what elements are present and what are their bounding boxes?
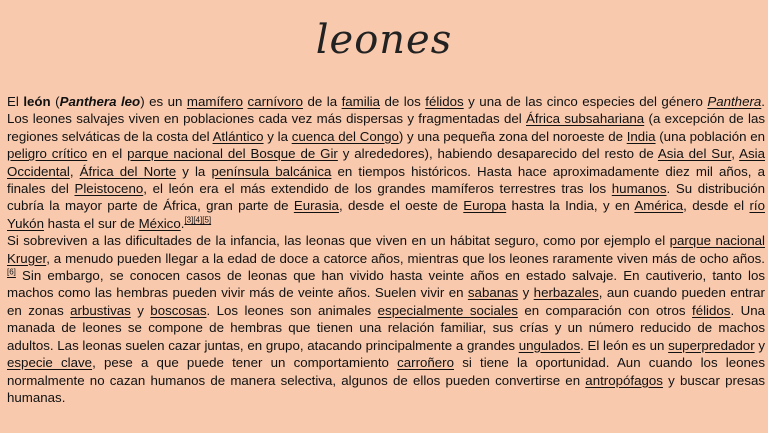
text: y alrededores), habiendo desaparecido del resto de [337, 146, 658, 162]
link-peligro-critico[interactable]: peligro crítico [7, 146, 88, 162]
text: si tiene la oportunidad. Aun cuando los leones normalmente no cazan humanos de manera selectiva, algunos de ellos pueden convertirse en [7, 355, 765, 388]
text: hasta el sur de [43, 215, 139, 231]
text: . Una manada de leones se compone de hembras que tienen una relación familiar, sus crías y un número reducido de machos adultos. Las leonas suelen cazar juntas, en grupo, atacando principalmente a grandes [7, 302, 765, 353]
text: . Los leones salvajes viven en poblaciones cada vez más dispersas y fragmentadas del [7, 94, 765, 127]
text: , desde el oeste de [338, 198, 464, 214]
link-antropofagos[interactable]: antropófagos [585, 372, 663, 388]
text: . Su distribución cubría la mayor parte de África, gran parte de [7, 181, 765, 214]
text: Si sobreviven a las dificultades de la infancia, las leonas que viven en un hábitat seguro, como por ejemplo el [7, 233, 670, 249]
text: , [69, 163, 80, 179]
text: y buscar presas humanas. [7, 372, 765, 405]
link-mamifero[interactable]: mamífero [186, 94, 244, 109]
text: El [7, 94, 24, 109]
text: , a menudo pueden llegar a la edad de doce a catorce años, mientras que los leones raramente viven más de ocho años. [46, 250, 765, 266]
link-africa-subsahariana[interactable]: África subsahariana [526, 111, 645, 127]
link-superpredador[interactable]: superpredador [668, 337, 755, 353]
text: , desde el [683, 198, 750, 214]
bold-term-leon: león [23, 94, 51, 109]
link-america[interactable]: América [634, 198, 684, 214]
link-peninsula-balcanica[interactable]: península balcánica [211, 163, 332, 179]
text: y [130, 302, 151, 318]
link-eurasia[interactable]: Eurasia [293, 198, 339, 214]
link-carronero[interactable]: carroñero [397, 355, 455, 371]
text: ( [50, 94, 60, 109]
text: . El león es un [580, 337, 669, 353]
scientific-name: Panthera leo [59, 94, 141, 109]
link-especialmente-sociales[interactable]: especialmente sociales [377, 302, 518, 318]
text: en tiempos históricos. Hasta hace aproximadamente diez mil años, a finales del [7, 163, 766, 197]
text: ) y una pequeña zona del noroeste de [398, 128, 627, 144]
text: , pese a que puede tener un comportamiento [92, 355, 398, 371]
reference-link[interactable]: [3][4][5] [184, 215, 212, 225]
paragraph-intro [7, 93, 765, 232]
link-europa[interactable]: Europa [463, 198, 507, 214]
text: . [180, 215, 185, 231]
article-body [7, 93, 765, 406]
link-felidos[interactable]: félidos [425, 94, 464, 109]
link-rio-yukon[interactable]: río Yukón [7, 198, 765, 231]
text: , aun cuando pueden entrar en zonas [7, 285, 765, 318]
link-sabanas[interactable]: sabanas [467, 285, 519, 301]
reference-link[interactable]: [6] [7, 267, 16, 277]
link-atlantico[interactable]: Atlántico [212, 128, 264, 144]
link-ungulados[interactable]: ungulados [518, 337, 581, 353]
link-familia[interactable]: familia [341, 94, 381, 109]
link-carnivoro[interactable]: carnívoro [247, 94, 303, 109]
text: de los [380, 94, 426, 109]
link-felidos[interactable]: félidos [692, 302, 731, 318]
text: y la [263, 128, 292, 144]
text: , el león era el más extendido de los grandes mamíferos terrestres tras los [143, 181, 612, 197]
link-humanos[interactable]: humanos [611, 181, 667, 197]
link-herbazales[interactable]: herbazales [533, 285, 599, 301]
link-india[interactable]: India [626, 128, 656, 144]
text: en comparación con otros [517, 302, 693, 318]
link-asia-occidental[interactable]: Asia Occidental [7, 146, 765, 179]
link-panthera[interactable]: Panthera [707, 94, 762, 109]
link-especie-clave[interactable]: especie clave [7, 355, 93, 371]
text: . Los leones son animales [206, 302, 378, 318]
text: y la [176, 163, 212, 179]
paragraph-life [7, 232, 765, 406]
text: (una población en [655, 128, 765, 144]
link-boscosas[interactable]: boscosas [150, 302, 207, 318]
link-parque-kruger[interactable]: parque nacional Kruger [7, 233, 765, 266]
text: (a excepción de las regiones selváticas de la costa del [7, 111, 765, 144]
text: Sin embargo, se conocen casos de leonas que han vivido hasta veinte años en estado salvaje. En cautiverio, tanto los machos como las hembras pueden vivir más de veinte años. Suelen vivir en [7, 268, 765, 301]
text: ) es un [140, 94, 187, 109]
link-asia-sur[interactable]: Asia del Sur [657, 146, 732, 162]
text: en el [87, 146, 128, 162]
text: y [754, 337, 765, 353]
page-title: leones [315, 17, 453, 63]
text: y [518, 285, 534, 301]
link-cuenca-congo[interactable]: cuenca del Congo [291, 128, 399, 144]
text: de la [302, 94, 342, 109]
link-arbustivas[interactable]: arbustivas [70, 302, 131, 318]
link-mexico[interactable]: México [138, 215, 181, 231]
text: hasta la India, y en [506, 198, 635, 214]
link-pleistoceno[interactable]: Pleistoceno [74, 181, 144, 197]
text: y una de las cinco especies del género [463, 94, 708, 109]
link-africa-norte[interactable]: África del Norte [79, 163, 177, 179]
link-parque-gir[interactable]: parque nacional del Bosque de Gir [127, 146, 338, 162]
text: , [731, 146, 740, 162]
